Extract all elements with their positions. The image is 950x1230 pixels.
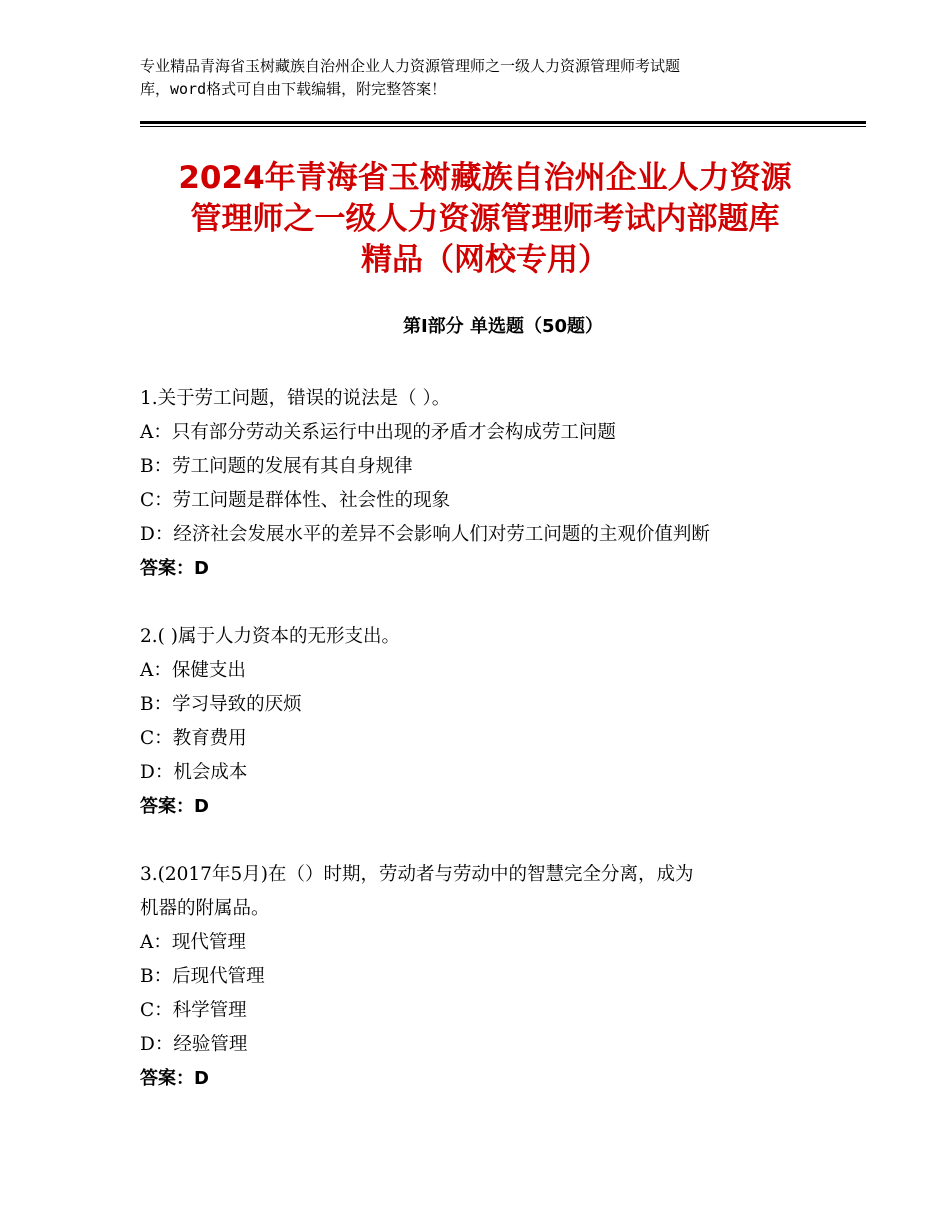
header-divider-thin (140, 126, 866, 127)
question-stem-line-2: 机器的附属品。 (140, 898, 270, 919)
header-note (140, 55, 820, 101)
option-d: D：经验管理 (140, 1034, 248, 1055)
question-stem: 1.关于劳工问题，错误的说法是（ ）。 (140, 388, 451, 409)
header-note-line-2: 库，word格式可自由下载编辑，附完整答案！ (140, 80, 447, 98)
option-c: C：教育费用 (140, 728, 247, 749)
header-divider-thick (140, 121, 866, 124)
title-line-3: 精品（网校专用） (361, 242, 609, 278)
question-stem: 2.( )属于人力资本的无形支出。 (140, 626, 400, 647)
section-heading: 第Ⅰ部分 单选题（50题） (402, 316, 603, 337)
answer-label: 答案：D (140, 558, 209, 579)
question-1 (140, 382, 840, 586)
question-2 (140, 620, 840, 824)
option-b: B：劳工问题的发展有其自身规律 (140, 456, 413, 477)
answer-label: 答案：D (140, 1068, 209, 1089)
question-list (140, 382, 840, 1130)
option-c: C：科学管理 (140, 1000, 247, 1021)
option-a: A：保健支出 (140, 660, 246, 681)
option-a: A：现代管理 (140, 932, 246, 953)
option-b: B：学习导致的厌烦 (140, 694, 302, 715)
title-line-1: 2024年青海省玉树藏族自治州企业人力资源 (178, 160, 792, 196)
option-d: D：经济社会发展水平的差异不会影响人们对劳工问题的主观价值判断 (140, 524, 710, 545)
title-line-2: 管理师之一级人力资源管理师考试内部题库 (190, 201, 780, 237)
question-stem-line-1: 3.(2017年5月)在（）时期，劳动者与劳动中的智慧完全分离，成为 (140, 864, 694, 885)
option-c: C：劳工问题是群体性、社会性的现象 (140, 490, 451, 511)
header-note-line-1: 专业精品青海省玉树藏族自治州企业人力资源管理师之一级人力资源管理师考试题 (140, 57, 681, 75)
question-3 (140, 858, 840, 1096)
answer-label: 答案：D (140, 796, 209, 817)
document-title (140, 158, 830, 281)
option-a: A：只有部分劳动关系运行中出现的矛盾才会构成劳工问题 (140, 422, 616, 443)
option-b: B：后现代管理 (140, 966, 265, 987)
option-d: D：机会成本 (140, 762, 248, 783)
